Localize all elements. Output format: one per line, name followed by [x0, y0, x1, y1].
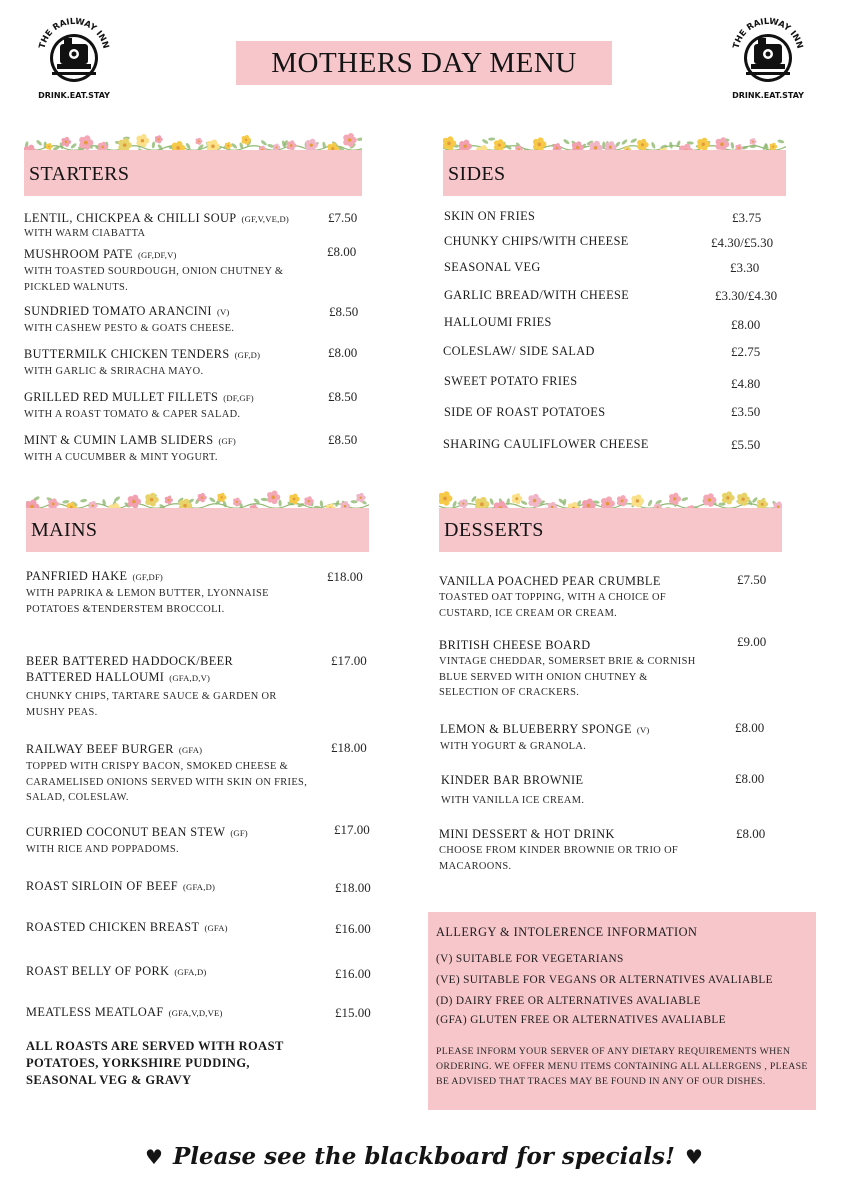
starter-item — [24, 433, 314, 466]
item-price: £4.30/£5.30 — [711, 235, 774, 250]
item-description: WITH GARLIC & SRIRACHA MAYO. — [24, 366, 204, 377]
main-item — [26, 879, 215, 894]
item-name: BUTTERMILK CHICKEN TENDERS — [24, 347, 230, 361]
item-price: £15.00 — [335, 1005, 371, 1020]
starter-item — [24, 247, 314, 295]
item-price: £8.00 — [735, 771, 765, 786]
dietary-tag: (GFA,D) — [174, 967, 207, 977]
item-name: CURRIED COCONUT BEAN STEW — [26, 825, 226, 839]
starter-item — [24, 211, 324, 242]
allergy-title: ALLERGY & INTOLERENCE INFORMATION — [436, 925, 698, 939]
dietary-tag: (GF,DF,V) — [137, 250, 177, 260]
item-name: VANILLA POACHED PEAR CRUMBLE — [439, 574, 661, 588]
svg-text:THE RAILWAY INN: THE RAILWAY INN — [37, 16, 111, 50]
svg-text:DRINK.EAT.STAY: DRINK.EAT.STAY — [38, 91, 110, 100]
item-price: £4.80 — [731, 376, 761, 391]
item-price: £17.00 — [334, 822, 370, 837]
item-price: £3.30 — [730, 260, 760, 275]
item-description: VINTAGE CHEDDAR, SOMERSET BRIE & CORNISH BLUE SERVED WITH ONION CHUTNEY & SELECTION OF CRACKERS. — [439, 656, 696, 698]
starters-header — [24, 150, 362, 196]
item-price: £8.00 — [731, 317, 761, 332]
main-item — [26, 920, 228, 935]
menu-title: MOTHERS DAY MENU — [271, 46, 577, 79]
main-item — [26, 964, 206, 979]
menu-title-banner — [236, 41, 612, 85]
allergy-key-line: (D) DAIRY FREE OR ALTERNATIVES AVALIABLE — [436, 995, 701, 1007]
item-description: WITH WARM CIABATTA — [24, 228, 146, 239]
item-price: £17.00 — [331, 653, 367, 668]
item-price: £8.50 — [328, 432, 358, 447]
item-price: £18.00 — [327, 569, 363, 584]
dietary-tag: (GF,V,VE,D) — [241, 214, 289, 224]
footer-text: Please see the blackboard for specials! — [172, 1143, 675, 1170]
starter-item — [24, 347, 314, 380]
item-name: ROASTED CHICKEN BREAST — [26, 920, 200, 934]
main-item — [26, 1005, 223, 1020]
specials-footer — [0, 1143, 848, 1170]
side-item-name: SWEET POTATO FRIES — [444, 374, 578, 388]
starter-item — [24, 390, 314, 423]
side-item-name: SKIN ON FRIES — [444, 209, 536, 223]
dietary-tag: (GF) — [230, 828, 248, 838]
allergy-info-box — [428, 912, 816, 1110]
item-name: LENTIL, CHICKPEA & CHILLI SOUP — [24, 211, 237, 225]
item-description: WITH YOGURT & GRANOLA. — [440, 741, 587, 752]
allergy-key-line: (GFA) GLUTEN FREE OR ALTERNATIVES AVALIABLE — [436, 1014, 726, 1026]
dietary-tag: (GFA) — [178, 745, 203, 755]
desserts-header — [439, 508, 782, 552]
item-description: TOPPED WITH CRISPY BACON, SMOKED CHEESE & CARAMELISED ONIONS SERVED WITH SKIN ON FRIES, SALAD, COLESLAW. — [26, 761, 308, 803]
side-item-name: SIDE OF ROAST POTATOES — [444, 405, 606, 419]
item-price: £9.00 — [737, 634, 767, 649]
item-price: £7.50 — [737, 572, 767, 587]
item-description: WITH CASHEW PESTO & GOATS CHEESE. — [24, 323, 235, 334]
item-price: £2.75 — [731, 344, 761, 359]
item-name: MEATLESS MEATLOAF — [26, 1005, 164, 1019]
side-item-name: SHARING CAULIFLOWER CHEESE — [443, 437, 649, 451]
svg-text:THE RAILWAY INN: THE RAILWAY INN — [731, 16, 805, 50]
allergy-key-line: (V) SUITABLE FOR VEGETARIANS — [436, 953, 624, 965]
dietary-tag: (GF,D) — [234, 350, 261, 360]
item-name: GRILLED RED MULLET FILLETS — [24, 390, 219, 404]
main-item — [26, 825, 326, 858]
item-price: £5.50 — [731, 437, 761, 452]
starter-item — [24, 304, 314, 337]
item-description: CHOOSE FROM KINDER BROWNIE OR TRIO OF MACAROONS. — [439, 845, 679, 872]
item-price: £3.30/£4.30 — [715, 288, 778, 303]
item-price: £8.50 — [329, 304, 359, 319]
item-name: MINT & CUMIN LAMB SLIDERS — [24, 433, 214, 447]
item-name: KINDER BAR BROWNIE — [441, 773, 584, 787]
dietary-tag: (GFA,D) — [183, 882, 216, 892]
item-name: ROAST SIRLOIN OF BEEF — [26, 879, 178, 893]
dietary-tag: (V) — [216, 307, 230, 317]
item-price: £8.50 — [328, 389, 358, 404]
item-price: £18.00 — [335, 880, 371, 895]
item-description: CHUNKY CHIPS, TARTARE SAUCE & GARDEN OR MUSHY PEAS. — [26, 691, 277, 718]
item-name: BEER BATTERED HADDOCK/BEER — [26, 654, 234, 668]
item-name: SUNDRIED TOMATO ARANCINI — [24, 304, 212, 318]
item-price: £7.50 — [328, 210, 358, 225]
item-name: MUSHROOM PATE — [24, 247, 133, 261]
item-name: MINI DESSERT & HOT DRINK — [439, 827, 615, 841]
dessert-item — [439, 827, 689, 874]
section-title: STARTERS — [29, 163, 130, 185]
dietary-tag: (GF) — [218, 436, 236, 446]
item-description: WITH A CUCUMBER & MINT YOGURT. — [24, 452, 218, 463]
main-item — [26, 654, 318, 720]
dietary-tag: (DF,GF) — [223, 393, 254, 403]
item-name: RAILWAY BEEF BURGER — [26, 742, 174, 756]
dessert-item — [439, 638, 701, 701]
heart-icon: ♥ — [145, 1145, 163, 1169]
item-price: £16.00 — [335, 921, 371, 936]
item-name: LEMON & BLUEBERRY SPONGE — [440, 722, 632, 736]
dietary-tag: (GF,DF) — [132, 572, 163, 582]
roasts-note: ALL ROASTS ARE SERVED WITH ROAST POTATOES, YORKSHIRE PUDDING, SEASONAL VEG & GRAVY — [26, 1039, 284, 1087]
item-description: WITH A ROAST TOMATO & CAPER SALAD. — [24, 409, 241, 420]
side-item-name: CHUNKY CHIPS/WITH CHEESE — [444, 234, 629, 248]
sides-header — [443, 150, 786, 196]
item-price: £8.00 — [327, 244, 357, 259]
side-item-name: GARLIC BREAD/WITH CHEESE — [444, 288, 630, 302]
item-name: ROAST BELLY OF PORK — [26, 964, 170, 978]
dietary-tag: (GFA) — [204, 923, 228, 933]
item-price: £3.50 — [731, 404, 761, 419]
section-title: MAINS — [31, 519, 98, 541]
railway-inn-logo — [30, 10, 118, 102]
item-description: WITH PAPRIKA & LEMON BUTTER, LYONNAISE POTATOES &TENDERSTEM BROCCOLI. — [26, 588, 269, 615]
item-name: BRITISH CHEESE BOARD — [439, 638, 591, 652]
side-item-name: HALLOUMI FRIES — [444, 315, 552, 329]
side-item-name: COLESLAW/ SIDE SALAD — [443, 344, 595, 358]
item-description: TOASTED OAT TOPPING, WITH A CHOICE OF CUSTARD, ICE CREAM OR CREAM. — [439, 592, 667, 619]
railway-inn-logo — [724, 10, 812, 102]
side-item-name: SEASONAL VEG — [444, 260, 541, 274]
item-price: £8.00 — [736, 826, 766, 841]
item-price: £3.75 — [732, 210, 762, 225]
allergy-note: PLEASE INFORM YOUR SERVER OF ANY DIETARY REQUIREMENTS WHEN ORDERING. WE OFFER MENU ITEMS CONTAINING ALL ALLERGENS , PLEASE BE ADVISED THAT TRACES MAY BE FOUND IN ANY OF OUR DISHES. — [436, 1046, 808, 1087]
item-price: £8.00 — [735, 720, 765, 735]
item-description: WITH TOASTED SOURDOUGH, ONION CHUTNEY & PICKLED WALNUTS. — [24, 266, 284, 293]
dietary-tag: (GFA,V,D,VE) — [168, 1008, 223, 1018]
item-price: £18.00 — [331, 740, 367, 755]
dietary-tag: (V) — [636, 725, 650, 735]
item-name: PANFRIED HAKE — [26, 569, 128, 583]
mains-header — [26, 508, 369, 552]
main-item — [26, 742, 322, 806]
item-price: £16.00 — [335, 966, 371, 981]
svg-text:DRINK.EAT.STAY: DRINK.EAT.STAY — [732, 91, 804, 100]
section-title: DESSERTS — [444, 519, 544, 541]
main-item — [26, 569, 318, 617]
item-description: WITH RICE AND POPPADOMS. — [26, 844, 179, 855]
item-name-line-2: BATTERED HALLOUMI — [26, 670, 165, 684]
heart-icon: ♥ — [685, 1145, 703, 1169]
dessert-item — [439, 574, 701, 621]
dietary-tag: (GFA,D,V) — [169, 673, 211, 683]
dessert-item — [440, 722, 720, 755]
allergy-key-line: (VE) SUITABLE FOR VEGANS OR ALTERNATIVES AVALIABLE — [436, 974, 773, 986]
section-title: SIDES — [448, 163, 506, 185]
dessert-item — [441, 773, 721, 809]
item-description: WITH VANILLA ICE CREAM. — [441, 795, 585, 806]
item-price: £8.00 — [328, 345, 358, 360]
